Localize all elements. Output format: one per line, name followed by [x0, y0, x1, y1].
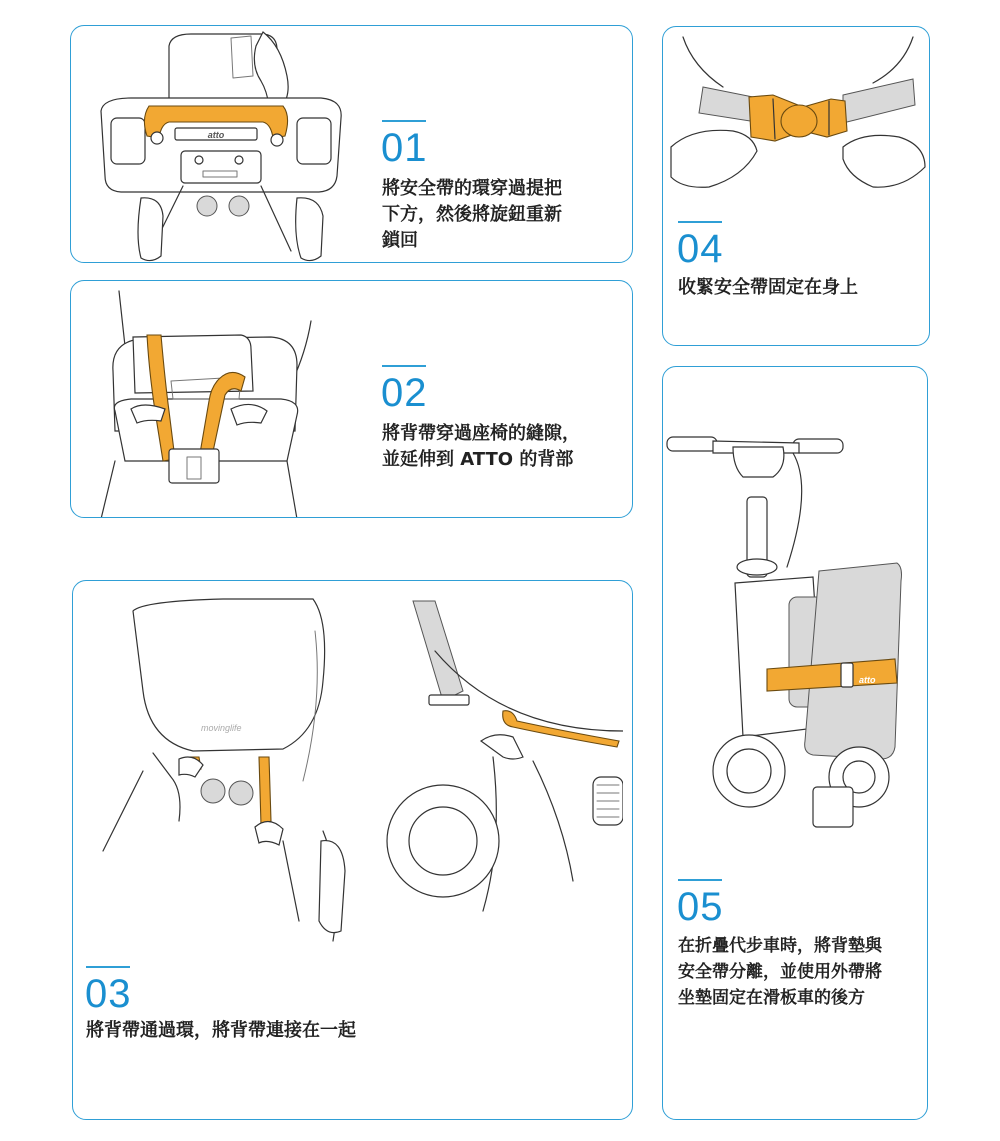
step-03-text: 將背帶通過環，將背帶連接在一起 — [86, 1020, 356, 1041]
step-01-text: 將安全帶的環穿過提把 下方，然後將旋鈕重新 鎖回 — [382, 178, 562, 251]
atto-side-logo-mark: atto — [859, 675, 876, 685]
atto-logo-mark: atto — [207, 130, 225, 140]
step-04-text: 收緊安全帶固定在身上 — [678, 277, 858, 298]
handle-strap-illustration — [91, 26, 351, 263]
step-03-rule — [86, 966, 130, 968]
step-01-card — [70, 25, 633, 263]
step-03-number: 03 — [85, 972, 132, 1016]
step-05-number: 05 — [677, 885, 724, 929]
step-05-text: 在折疊代步車時，將背墊與 安全帶分離，並使用外帶將 坐墊固定在滑板車的後方 — [678, 936, 882, 1008]
folded-scooter-illustration — [663, 367, 927, 867]
seat-strap-illustration — [91, 281, 331, 518]
step-04-card — [662, 26, 930, 346]
step-01-number: 01 — [381, 126, 428, 170]
step-02-number: 02 — [381, 371, 428, 415]
step-01-rule — [382, 120, 426, 122]
step-05-card — [662, 366, 928, 1120]
buckle-illustration — [663, 27, 929, 197]
step-02-rule — [382, 365, 426, 367]
step-02-card — [70, 280, 633, 518]
step-04-number: 04 — [677, 227, 724, 271]
step-03-card — [72, 580, 633, 1120]
step-05-rule — [678, 879, 722, 881]
step-04-rule — [678, 221, 722, 223]
step-02-text: 將背帶穿過座椅的縫隙， 並延伸到 ATTO 的背部 — [382, 423, 580, 470]
strap-loop-illustration — [83, 581, 623, 951]
movinglife-logo-mark: movinglife — [201, 723, 242, 733]
